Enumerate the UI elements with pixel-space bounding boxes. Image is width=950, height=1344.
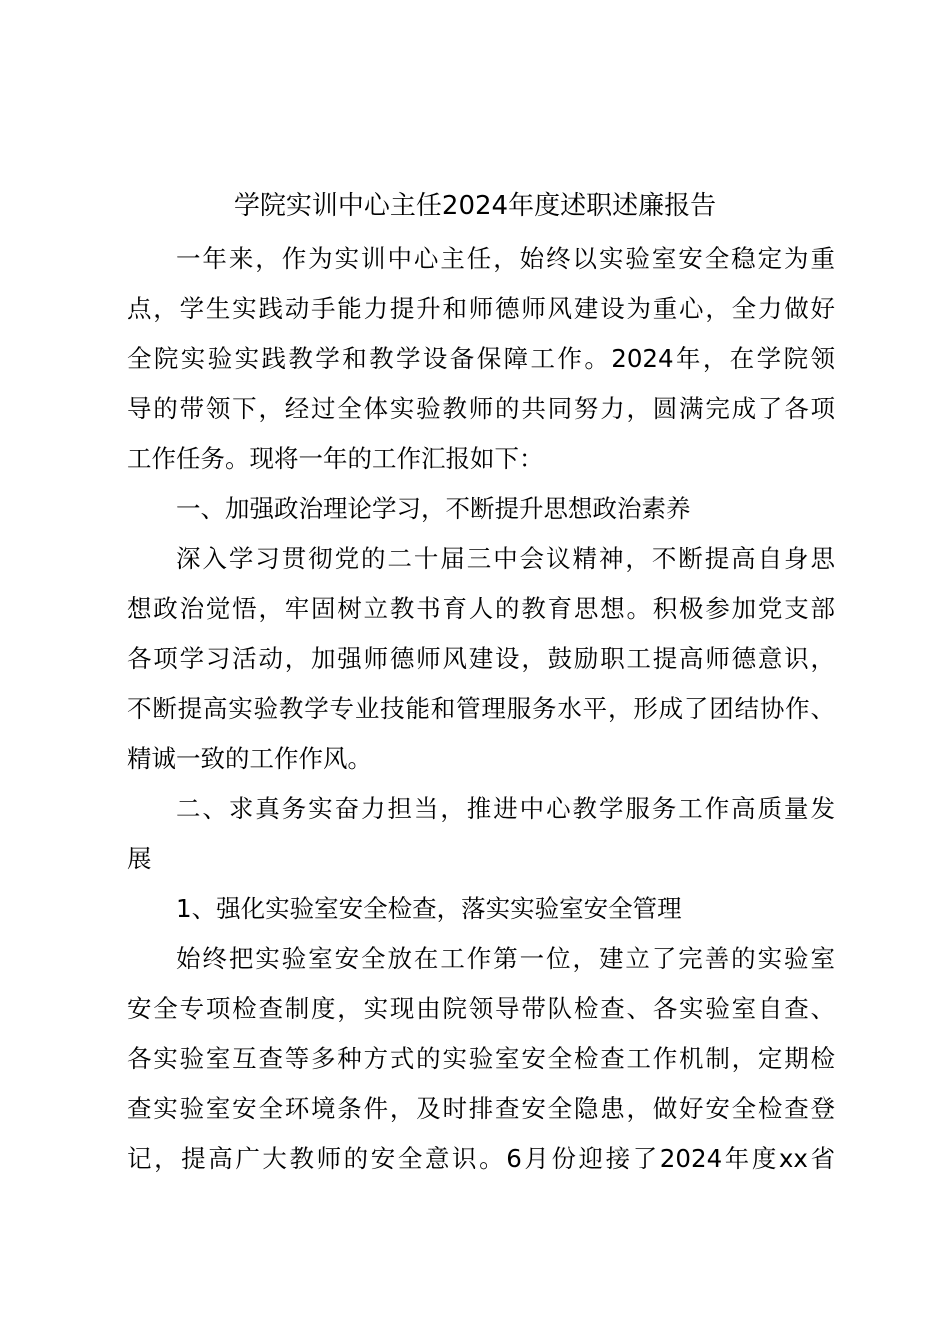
heading-line: 一、加强政治理论学习，不断提升思想政治素养 — [176, 494, 691, 523]
text-line: 工作任务。现将一年的工作汇报如下： — [127, 444, 544, 473]
section-heading-2 — [127, 784, 835, 884]
text-line: 一年来，作为实训中心主任，始终以实验室安全稳定为重 — [176, 244, 835, 273]
text-line: 查实验室安全环境条件，及时排查安全隐患，做好安全检查登 — [127, 1094, 835, 1123]
section-heading-1 — [127, 484, 835, 534]
document-body — [127, 234, 835, 1184]
text-line: 各实验室互查等多种方式的实验室安全检查工作机制，定期检 — [127, 1044, 835, 1073]
paragraph-intro — [127, 234, 835, 484]
subsection-heading-1 — [127, 884, 835, 934]
document-title: 学院实训中心主任2024年度述职述廉报告 — [233, 191, 717, 221]
text-line: 安全专项检查制度，实现由院领导带队检查、各实验室自查、 — [127, 994, 835, 1023]
text-line: 精诚一致的工作作风。 — [127, 744, 372, 773]
text-line: 点，学生实践动手能力提升和师德师风建设为重心，全力做好 — [127, 294, 835, 323]
text-line: 想政治觉悟，牢固树立教书育人的教育思想。积极参加党支部 — [127, 594, 835, 623]
heading-line: 展 — [127, 844, 152, 873]
heading-line: 二、求真务实奋力担当，推进中心教学服务工作高质量发 — [176, 794, 835, 823]
text-line: 始终把实验室安全放在工作第一位，建立了完善的实验室 — [176, 944, 835, 973]
paragraph-political-study — [127, 534, 835, 784]
text-line: 各项学习活动，加强师德师风建设，鼓励职工提高师德意识， — [127, 644, 835, 673]
paragraph-lab-safety — [127, 934, 835, 1184]
text-line: 记，提高广大教师的安全意识。6月份迎接了2024年度xx省 — [127, 1144, 835, 1173]
text-line: 不断提高实验教学专业技能和管理服务水平，形成了团结协作、 — [127, 694, 835, 723]
heading-line: 1、强化实验室安全检查，落实实验室安全管理 — [176, 894, 682, 923]
text-line: 全院实验实践教学和教学设备保障工作。2024年，在学院领 — [127, 344, 835, 373]
text-line: 导的带领下，经过全体实验教师的共同努力，圆满完成了各项 — [127, 394, 835, 423]
text-line: 深入学习贯彻党的二十届三中会议精神，不断提高自身思 — [176, 544, 835, 573]
